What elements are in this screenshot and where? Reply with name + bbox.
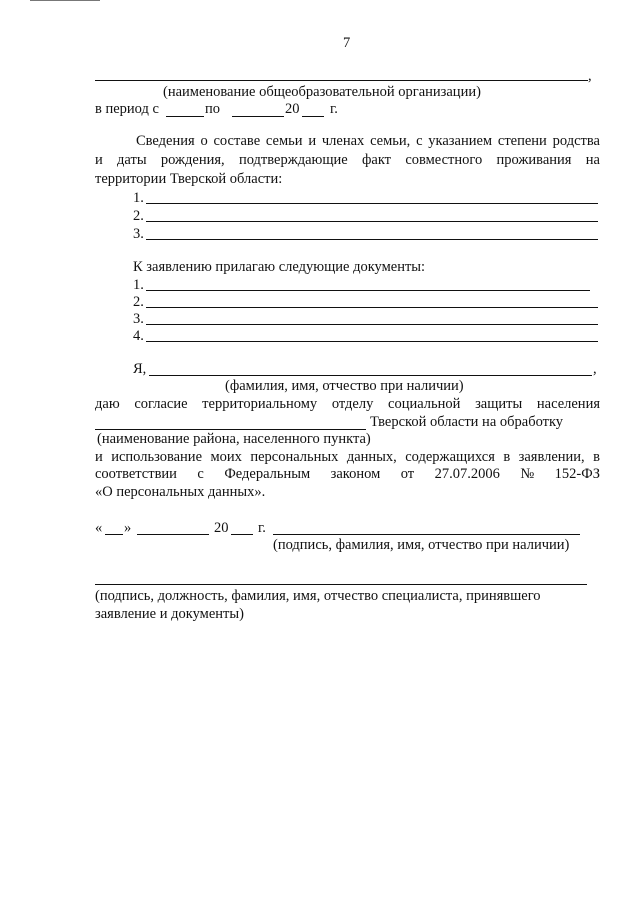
family-item-1-line[interactable] — [146, 203, 598, 204]
family-item-2-line[interactable] — [146, 221, 598, 222]
signature-line[interactable] — [273, 534, 580, 535]
org-name-line[interactable] — [95, 80, 588, 81]
family-item-3-number: 3. — [133, 226, 144, 242]
period-suffix: г. — [330, 101, 338, 117]
scan-edge-mark — [30, 0, 100, 1]
signature-caption: (подпись, фамилия, имя, отчество при наличии) — [273, 537, 570, 553]
signature-month-line[interactable] — [137, 534, 209, 535]
family-item-3-line[interactable] — [146, 239, 598, 240]
consent-name-caption: (фамилия, имя, отчество при наличии) — [225, 378, 464, 394]
org-caption: (наименование общеобразовательной организации) — [163, 84, 481, 100]
period-year: 20 — [285, 101, 300, 117]
consent-text-line-3: и использование моих персональных данных, содержащихся в заявлении, в — [95, 449, 600, 465]
consent-ya: Я, — [133, 361, 147, 377]
signature-year-line[interactable] — [231, 534, 253, 535]
family-text-line-3: территории Тверской области: — [95, 171, 283, 187]
docs-item-2-line[interactable] — [146, 307, 598, 308]
consent-text-line-5: «О персональных данных». — [95, 484, 266, 500]
specialist-signature-line[interactable] — [95, 584, 587, 585]
period-prefix: в период с — [95, 101, 159, 117]
consent-region-caption: (наименование района, населенного пункта) — [97, 431, 371, 447]
family-item-2-number: 2. — [133, 208, 144, 224]
page-number: 7 — [343, 35, 351, 51]
docs-item-1-number: 1. — [133, 277, 144, 293]
docs-item-3-line[interactable] — [146, 324, 598, 325]
period-year-line[interactable] — [302, 116, 324, 117]
specialist-caption-line-1: (подпись, должность, фамилия, имя, отчество специалиста, принявшего — [95, 588, 541, 604]
period-to-line[interactable] — [232, 116, 284, 117]
docs-heading: К заявлению прилагаю следующие документы: — [133, 259, 426, 275]
specialist-caption-line-2: заявление и документы) — [95, 606, 244, 622]
period-from-line[interactable] — [166, 116, 204, 117]
period-to-label: по — [205, 101, 221, 117]
family-item-1-number: 1. — [133, 190, 144, 206]
family-text-line-1: Сведения о составе семьи и членах семьи, с указанием степени родства — [136, 133, 600, 149]
consent-text-line-4: соответствии с Федеральным законом от 27.07.2006 № 152-ФЗ — [95, 466, 600, 482]
signature-day-line[interactable] — [105, 534, 123, 535]
docs-item-1-line[interactable] — [146, 290, 590, 291]
consent-region-text: Тверской области на обработку — [370, 414, 564, 430]
family-text-line-2: и даты рождения, подтверждающие факт совместного проживания на — [95, 152, 600, 168]
org-line-comma: , — [588, 68, 592, 84]
docs-item-2-number: 2. — [133, 294, 144, 310]
signature-g: г. — [258, 520, 266, 536]
consent-name-line[interactable] — [149, 375, 592, 376]
docs-item-4-line[interactable] — [146, 341, 598, 342]
signature-year: 20 — [214, 520, 229, 536]
consent-region-line[interactable] — [95, 429, 366, 430]
signature-close-quote: » — [124, 520, 132, 536]
consent-name-comma: , — [593, 361, 597, 377]
docs-item-4-number: 4. — [133, 328, 144, 344]
consent-text-line-1: даю согласие территориальному отделу социальной защиты населения — [95, 396, 600, 412]
signature-open-quote: « — [95, 520, 103, 536]
docs-item-3-number: 3. — [133, 311, 144, 327]
